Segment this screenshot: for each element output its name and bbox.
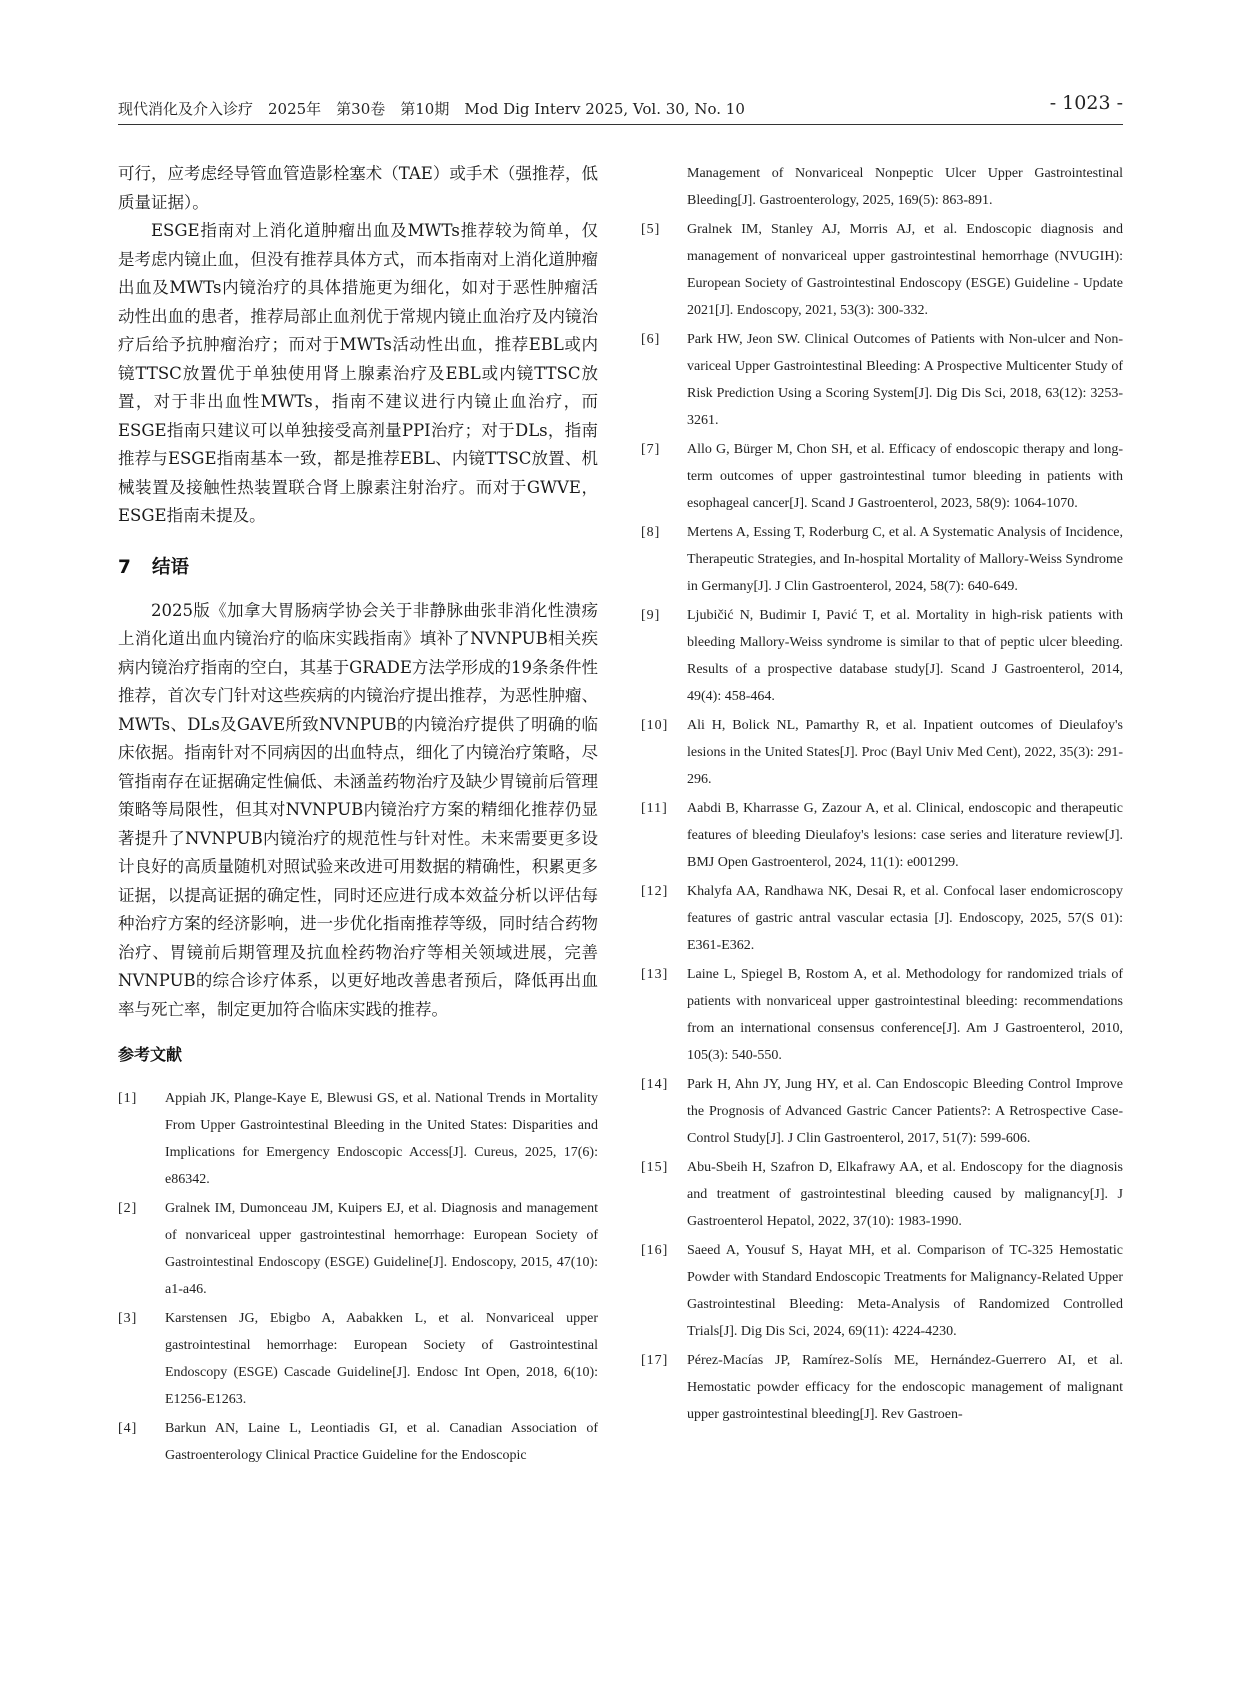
reference-item	[641, 602, 1123, 710]
reference-text: Pérez-Macías JP, Ramírez-Solís ME, Hernández-Guerrero AI, et al. Hemostatic powder efficacy for the endoscopic management of malignant upper gastrointestinal bleeding[J]. Rev Gastroen-	[687, 1353, 1123, 1422]
reference-text: Abu-Sbeih H, Szafron D, Elkafrawy AA, et al. Endoscopy for the diagnosis and treatment of gastrointestinal bleeding caused by malignancy[J]. J Gastroenterol Hepatol, 2022, 37(10): 1983-1990.	[687, 1160, 1123, 1229]
reference-item	[641, 878, 1123, 959]
reference-item	[641, 1071, 1123, 1152]
reference-number: [11]	[641, 801, 668, 816]
reference-item	[641, 519, 1123, 600]
reference-text: Karstensen JG, Ebigbo A, Aabakken L, et al. Nonvariceal upper gastrointestinal hemorrhage: European Society of Gastrointestinal Endoscopy (ESGE) Cascade Guideline[J]. Endosc Int Open, 2018, 6(10): E1256-E1263.	[165, 1311, 598, 1407]
reference-item	[641, 436, 1123, 517]
page-number: - 1023 -	[1049, 92, 1123, 114]
reference-number: [13]	[641, 967, 669, 982]
paragraph: ESGE指南对上消化道肿瘤出血及MWTs推荐较为简单，仅是考虑内镜止血，但没有推荐具体方式，而本指南对上消化道肿瘤出血及MWTs内镜治疗的具体措施更为细化，如对于恶性肿瘤活动性出血的患者，推荐局部止血剂优于常规内镜止血治疗及内镜治疗后给予抗肿瘤治疗；而对于MWTs活动性出血，推荐EBL或内镜TTSC放置优于单独使用肾上腺素治疗及EBL或内镜TTSC放置，对于非出血性MWTs，指南不建议进行内镜止血治疗，而ESGE指南只建议可以单独接受高剂量PPI治疗；对于DLs，指南推荐与ESGE指南基本一致，都是推荐EBL、内镜TTSC放置、机械装置及接触性热装置联合肾上腺素注射治疗。而对于GWVE，ESGE指南未提及。	[118, 221, 598, 525]
reference-number: [15]	[641, 1160, 669, 1175]
right-column	[641, 160, 1123, 1430]
reference-number: [17]	[641, 1353, 669, 1368]
reference-number: [16]	[641, 1243, 669, 1258]
reference-item	[118, 1085, 598, 1193]
reference-item	[641, 1347, 1123, 1428]
reference-number: [5]	[641, 222, 661, 237]
reference-list	[118, 1085, 598, 1469]
reference-number: [14]	[641, 1077, 669, 1092]
reference-item	[641, 1154, 1123, 1235]
reference-item	[641, 1237, 1123, 1345]
reference-text: Ljubičić N, Budimir I, Pavić T, et al. Mortality in high-risk patients with bleeding Mallory-Weiss syndrome is similar to that of peptic ulcer bleeding. Results of a prospective database study[J]. Scand J Gastroenterol, 2014, 49(4): 458-464.	[687, 608, 1123, 704]
reference-text: Allo G, Bürger M, Chon SH, et al. Efficacy of endoscopic therapy and long-term outcomes of upper gastrointestinal tumor bleeding in patients with esophageal cancer[J]. Scand J Gastroenterol, 2023, 58(9): 1064-1070.	[687, 442, 1123, 511]
reference-item	[118, 1195, 598, 1303]
reference-number: [7]	[641, 442, 661, 457]
section-heading	[118, 553, 598, 579]
section-title: 结语	[152, 556, 190, 578]
reference-text: Aabdi B, Kharrasse G, Zazour A, et al. Clinical, endoscopic and therapeutic features of bleeding Dieulafoy's lesions: case series and literature review[J]. BMJ Open Gastroenterol, 2024, 11(1): e001299.	[687, 801, 1123, 870]
reference-number: [9]	[641, 608, 661, 623]
reference-number: [6]	[641, 332, 661, 347]
reference-item	[641, 961, 1123, 1069]
reference-continuation: Management of Nonvariceal Nonpeptic Ulcer Upper Gastrointestinal Bleeding[J]. Gastroenterology, 2025, 169(5): 863-891.	[687, 166, 1123, 208]
reference-item	[641, 712, 1123, 793]
reference-number: [1]	[118, 1091, 138, 1106]
reference-number: [4]	[118, 1421, 138, 1436]
reference-number: [2]	[118, 1201, 138, 1216]
reference-text: Laine L, Spiegel B, Rostom A, et al. Methodology for randomized trials of patients with nonvariceal upper gastrointestinal bleeding: recommendations from an international consensus conference[J]. Am J Gastroenterol, 2010, 105(3): 540-550.	[687, 967, 1123, 1063]
journal-citation: 现代消化及介入诊疗 2025年 第30卷 第10期 Mod Dig Interv 2025, Vol. 30, No. 10	[118, 100, 745, 118]
reference-text: Gralnek IM, Dumonceau JM, Kuipers EJ, et al. Diagnosis and management of nonvariceal upper gastrointestinal hemorrhage: European Society of Gastrointestinal Endoscopy (ESGE) Guideline[J]. Endoscopy, 2015, 47(10): a1-a46.	[165, 1201, 598, 1297]
reference-number: [10]	[641, 718, 669, 733]
reference-number: [8]	[641, 525, 661, 540]
section-number: 7	[118, 556, 131, 578]
reference-item	[641, 216, 1123, 324]
reference-text: Gralnek IM, Stanley AJ, Morris AJ, et al. Endoscopic diagnosis and management of nonvariceal upper gastrointestinal hemorrhage (NVUGIH): European Society of Gastrointestinal Endoscopy (ESGE) Guideline - Update 2021[J]. Endoscopy, 2021, 53(3): 300-332.	[687, 222, 1123, 318]
reference-number: [3]	[118, 1311, 138, 1326]
paragraph: 2025版《加拿大胃肠病学协会关于非静脉曲张非消化性溃疡上消化道出血内镜治疗的临床实践指南》填补了NVNPUB相关疾病内镜治疗指南的空白，其基于GRADE方法学形成的19条条件性推荐，首次专门针对这些疾病的内镜治疗提出推荐，为恶性肿瘤、MWTs、DLs及GAVE所致NVNPUB的内镜治疗提供了明确的临床依据。指南针对不同病因的出血特点，细化了内镜治疗策略，尽管指南存在证据确定性偏低、未涵盖药物治疗及缺少胃镜前后管理策略等局限性，但其对NVNPUB内镜治疗方案的精细化推荐仍显著提升了NVNPUB内镜治疗的规范性与针对性。未来需要更多设计良好的高质量随机对照试验来改进可用数据的精确性，积累更多证据，以提高证据的确定性，同时还应进行成本效益分析以评估每种治疗方案的经济影响，进一步优化指南推荐等级，同时结合药物治疗、胃镜前后期管理及抗血栓药物治疗等相关领域进展，完善NVNPUB的综合诊疗体系，以更好地改善患者预后，降低再出血率与死亡率，制定更加符合临床实践的推荐。	[118, 600, 598, 1019]
paragraph: 可行，应考虑经导管血管造影栓塞术（TAE）或手术（强推荐，低质量证据）。	[118, 164, 598, 212]
running-header	[118, 94, 1123, 125]
reference-item	[641, 326, 1123, 434]
references-heading: 参考文献	[118, 1045, 183, 1064]
reference-number: [12]	[641, 884, 669, 899]
reference-text: Khalyfa AA, Randhawa NK, Desai R, et al. Confocal laser endomicroscopy features of gastric antral vascular ectasia [J]. Endoscopy, 2025, 57(S 01): E361-E362.	[687, 884, 1123, 953]
reference-item	[118, 1305, 598, 1413]
reference-text: Ali H, Bolick NL, Pamarthy R, et al. Inpatient outcomes of Dieulafoy's lesions in the United States[J]. Proc (Bayl Univ Med Cent), 2022, 35(3): 291-296.	[687, 718, 1123, 787]
reference-item	[641, 795, 1123, 876]
reference-text: Mertens A, Essing T, Roderburg C, et al. A Systematic Analysis of Incidence, Therapeutic Strategies, and In-hospital Mortality of Mallory-Weiss Syndrome in Germany[J]. J Clin Gastroenterol, 2024, 58(7): 640-649.	[687, 525, 1123, 594]
left-column	[118, 160, 598, 1471]
reference-text: Park H, Ahn JY, Jung HY, et al. Can Endoscopic Bleeding Control Improve the Prognosis of Advanced Gastric Cancer Patients?: A Retrospective Case-Control Study[J]. J Clin Gastroenterol, 2017, 51(7): 599-606.	[687, 1077, 1123, 1146]
reference-text: Park HW, Jeon SW. Clinical Outcomes of Patients with Non-ulcer and Non-variceal Upper Gastrointestinal Bleeding: A Prospective Multicenter Study of Risk Prediction Using a Scoring System[J]. Dig Dis Sci, 2018, 63(12): 3253-3261.	[687, 332, 1123, 428]
reference-text: Appiah JK, Plange-Kaye E, Blewusi GS, et al. National Trends in Mortality From Upper Gastrointestinal Bleeding in the United States: Disparities and Implications for Emergency Endoscopic Access[J]. Cureus, 2025, 17(6): e86342.	[165, 1091, 598, 1187]
reference-text: Saeed A, Yousuf S, Hayat MH, et al. Comparison of TC-325 Hemostatic Powder with Standard Endoscopic Treatments for Malignancy-Related Upper Gastrointestinal Bleeding: Meta-Analysis of Randomized Controlled Trials[J]. Dig Dis Sci, 2024, 69(11): 4224-4230.	[687, 1243, 1123, 1339]
reference-item	[118, 1415, 598, 1469]
reference-text: Barkun AN, Laine L, Leontiadis GI, et al. Canadian Association of Gastroenterology Clinical Practice Guideline for the Endoscopic	[165, 1421, 598, 1463]
